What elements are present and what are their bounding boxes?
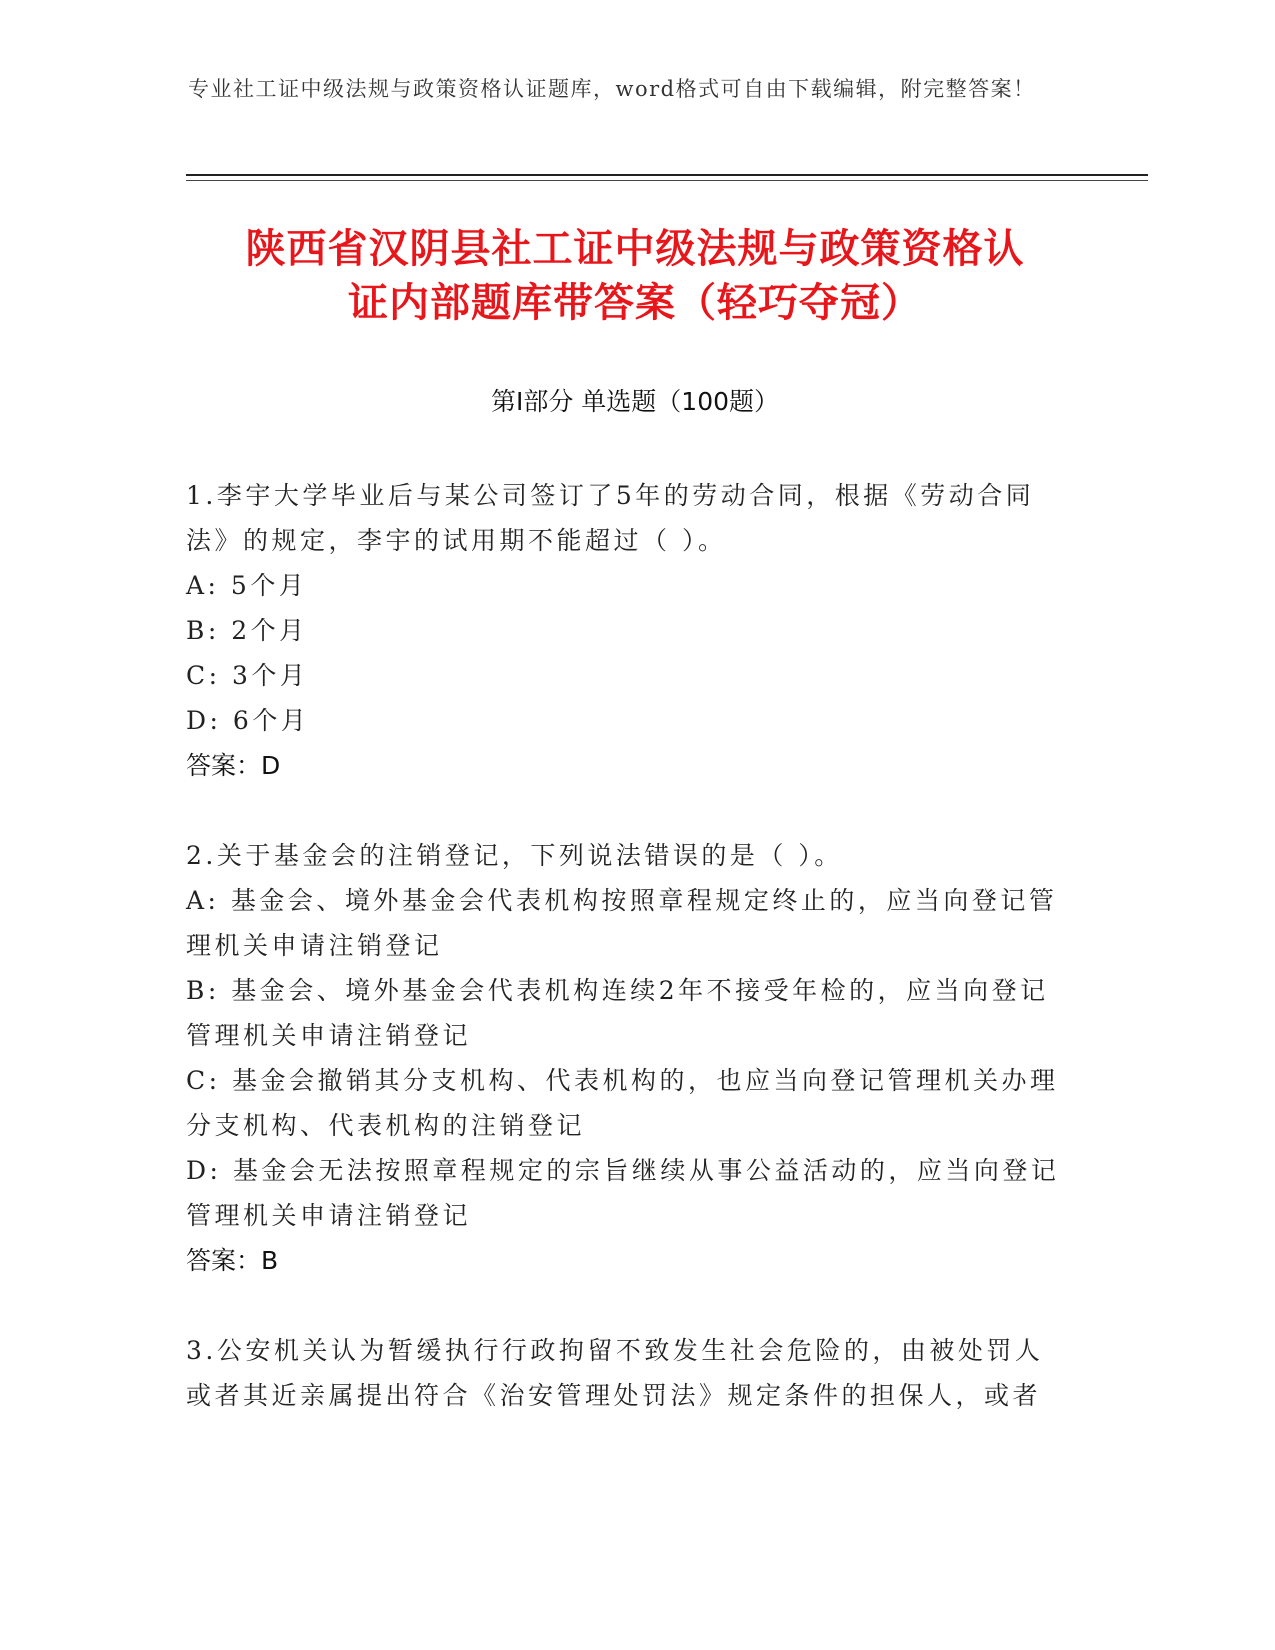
option-c: C: 3个月 bbox=[186, 661, 309, 690]
section-title: 第Ⅰ部分 单选题（100题） bbox=[490, 387, 780, 416]
question-stem: 3.公安机关认为暂缓执行行政拘留不致发生社会危险的，由被处罚人或者其近亲属提出符合《治安管理处罚法》规定条件的担保人，或者 bbox=[186, 1336, 1044, 1410]
question-stem: 1.李宇大学毕业后与某公司签订了5年的劳动合同，根据《劳动合同法》的规定，李宇的试用期不能超过（ ）。 bbox=[186, 481, 1035, 555]
header-divider-thick bbox=[186, 174, 1148, 176]
question-2 bbox=[186, 833, 1066, 1283]
document-title bbox=[190, 222, 1080, 330]
document-title-line-1: 陕西省汉阴县社工证中级法规与政策资格认 bbox=[245, 226, 1025, 272]
answer-label: 答案：B bbox=[186, 1246, 279, 1275]
question-stem: 2.关于基金会的注销登记，下列说法错误的是（ ）。 bbox=[186, 841, 843, 870]
question-1 bbox=[186, 473, 1066, 788]
document-title-line-2: 证内部题库带答案（轻巧夺冠） bbox=[348, 280, 922, 326]
option-a: A: 5个月 bbox=[186, 571, 308, 600]
option-b: B: 2个月 bbox=[186, 616, 308, 645]
option-c: C: 基金会撤销其分支机构、代表机构的，也应当向登记管理机关办理分支机构、代表机构的注销登记 bbox=[186, 1066, 1059, 1140]
answer-label: 答案：D bbox=[186, 751, 281, 780]
option-d: D: 6个月 bbox=[186, 706, 310, 735]
question-list bbox=[186, 473, 1066, 1463]
question-3 bbox=[186, 1328, 1066, 1418]
header-note: 专业社工证中级法规与政策资格认证题库，word格式可自由下载编辑，附完整答案！ bbox=[188, 77, 1036, 101]
option-a: A: 基金会、境外基金会代表机构按照章程规定终止的，应当向登记管理机关申请注销登记 bbox=[186, 886, 1058, 960]
header-divider-thin bbox=[186, 180, 1148, 181]
option-d: D: 基金会无法按照章程规定的宗旨继续从事公益活动的，应当向登记管理机关申请注销登记 bbox=[186, 1156, 1060, 1230]
option-b: B: 基金会、境外基金会代表机构连续2年不接受年检的，应当向登记管理机关申请注销登记 bbox=[186, 976, 1049, 1050]
